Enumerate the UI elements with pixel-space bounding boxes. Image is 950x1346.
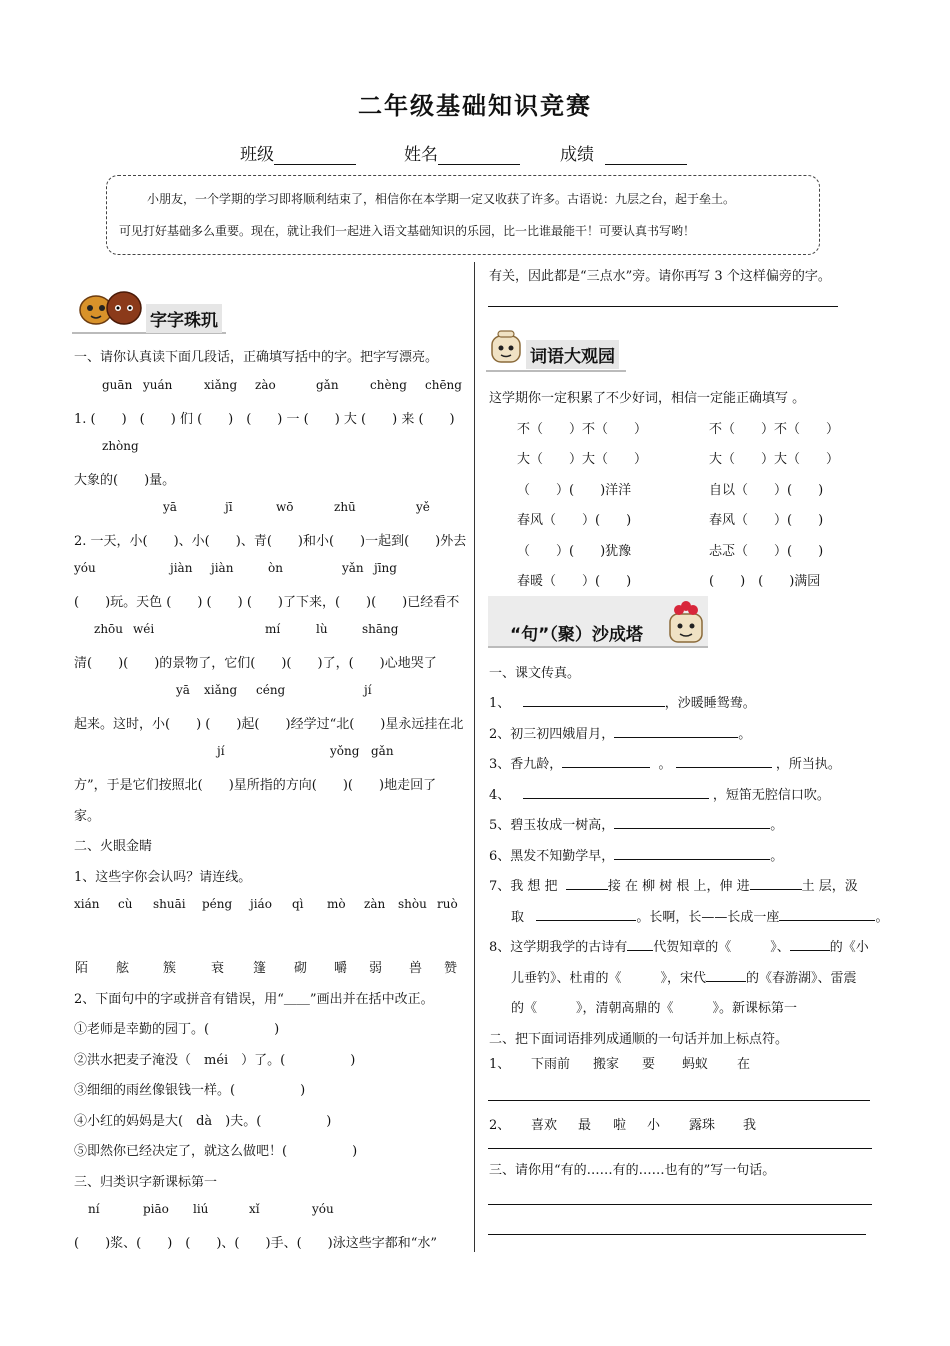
bun-mascot-icon xyxy=(486,328,526,368)
pinyin-item[interactable]: ruò xyxy=(437,897,458,911)
class-label: 班级 xyxy=(240,140,356,165)
word-fill[interactable]: 春风（ ）( ) xyxy=(709,513,824,528)
score-label: 成绩 xyxy=(560,140,687,165)
char-item[interactable]: 兽 xyxy=(409,961,423,976)
section-head-1 xyxy=(72,288,226,334)
word-fill[interactable]: （ ）( )犹豫 xyxy=(517,544,632,559)
pinyin: shāng xyxy=(362,622,399,636)
pinyin: zào xyxy=(255,378,276,392)
char-item[interactable]: 嚼 xyxy=(334,961,348,976)
chestnut-mascot-icon xyxy=(74,288,146,328)
poem-1: 1、 ，沙暖睡鸳鸯。 xyxy=(489,696,756,711)
section-head-3 xyxy=(488,596,708,648)
word-fill[interactable]: 不（ ）不（ ） xyxy=(709,422,840,437)
q3-continued: 有关，因此都是“三点水”旁。请你再写 3 个这样偏旁的字。 xyxy=(489,269,831,284)
intro-line-1: 小朋友，一个学期的学习即将顺利结束了，相信你在本学期一定又收获了许多。古语说：九层之台，起于垒土。 xyxy=(147,192,736,206)
word-token: 蚂蚁 xyxy=(682,1057,709,1072)
pinyin: yě xyxy=(416,500,430,514)
pinyin-item[interactable]: mò xyxy=(327,897,346,911)
poem-8b: 儿垂钓》、杜甫的《 》，宋代 的《春游湖》、雷震 xyxy=(511,971,857,986)
pinyin: zhòng xyxy=(102,439,139,453)
q1-line-2: 大象的( )量。 xyxy=(74,473,176,488)
pinyin-item[interactable]: shuāi xyxy=(153,897,186,911)
q1-line-1: 1. ( ) ( ) 们 ( ) ( ) 一 ( ) 大 ( ) 来 ( ) xyxy=(74,412,455,427)
page-title: 二年级基础知识竞赛 xyxy=(358,91,592,120)
poem-4: 4、 ，短笛无腔信口吹。 xyxy=(489,788,830,803)
word-fill[interactable]: 自以（ ）( ) xyxy=(709,483,824,498)
pinyin: ní xyxy=(88,1202,100,1216)
score-blank[interactable] xyxy=(605,146,687,165)
pinyin: wō xyxy=(276,500,294,514)
pinyin-item[interactable]: jiáo xyxy=(250,897,272,911)
column-divider xyxy=(474,262,475,1252)
poem-2: 2、初三初四娥眉月， 。 xyxy=(489,727,752,742)
blank[interactable] xyxy=(790,938,830,951)
q1-line-3: 2. 一天，小( )、小( )、青( )和小( )一起到( )外去 xyxy=(74,534,467,549)
s3-title: 三、请你用“有的……有的……也有的”写一句话。 xyxy=(489,1163,776,1178)
name-blank[interactable] xyxy=(438,146,520,165)
pinyin: céng xyxy=(256,683,286,697)
pinyin: piāo xyxy=(143,1202,169,1216)
poem-3: 3、香九龄， 。 ，所当执。 xyxy=(489,757,841,772)
blank[interactable] xyxy=(614,847,770,860)
pinyin: zhōu xyxy=(94,622,124,636)
pinyin: xiǎng xyxy=(204,683,238,697)
pinyin: guān xyxy=(102,378,133,392)
poem-8c: 的《 》，清朝高鼎的《 》。新课标第一 xyxy=(511,1001,798,1016)
pinyin: gǎn xyxy=(316,378,339,392)
q1-instruction: 一、请你认真读下面几段话，正确填写括中的字。把字写漂亮。 xyxy=(74,350,439,365)
reorder-1-num: 1、 xyxy=(489,1057,511,1072)
word-token: 我 xyxy=(743,1118,757,1133)
intro-box xyxy=(106,175,820,255)
blank[interactable] xyxy=(676,755,772,768)
q-words-instruction: 这学期你一定积累了不少好词，相信一定能正确填写 。 xyxy=(489,391,806,406)
poem-7: 7、我 想 把 接 在 柳 树 根 上，伸 进 土 层，汲 xyxy=(489,879,858,894)
section-head-2 xyxy=(486,326,626,372)
pinyin: jí xyxy=(217,744,225,758)
error-item-1: ①老师是幸勤的园丁。( ) xyxy=(74,1022,280,1037)
reorder-2-num: 2、 xyxy=(489,1118,511,1133)
blank[interactable] xyxy=(566,877,608,890)
word-token: 啦 xyxy=(613,1118,627,1133)
blank[interactable] xyxy=(562,755,650,768)
word-token: 喜欢 xyxy=(531,1118,558,1133)
word-fill[interactable]: 大（ ）大（ ） xyxy=(517,452,648,467)
char-item[interactable]: 砌 xyxy=(294,961,308,976)
section-title-2: 词语大观园 xyxy=(526,340,619,369)
poem-7b: 取 。长啊，长——长成一座 。 xyxy=(511,910,889,925)
word-fill[interactable]: 不（ ）不（ ） xyxy=(517,422,648,437)
blank[interactable] xyxy=(523,786,709,799)
pinyin: zhū xyxy=(334,500,356,514)
word-token: 搬家 xyxy=(593,1057,620,1072)
q2-title: 二、火眼金睛 xyxy=(74,839,153,854)
pinyin-item[interactable]: xián xyxy=(74,897,100,911)
pinyin: yǒng xyxy=(330,744,360,758)
error-item-3: ③细细的雨丝像银钱一样。( ) xyxy=(74,1083,306,1098)
pinyin: jiàn xyxy=(211,561,234,575)
char-item[interactable]: 簇 xyxy=(163,961,177,976)
q2a-instruction: 1、这些字你会认吗？请连线。 xyxy=(74,870,252,885)
word-token: 下雨前 xyxy=(531,1057,571,1072)
q1-line-5: 清( )( )的景物了，它们( )( )了，( )心地哭了 xyxy=(74,656,437,671)
blank[interactable] xyxy=(536,908,636,921)
pinyin: xiǎng xyxy=(204,378,238,392)
pinyin: yóu xyxy=(312,1202,334,1216)
word-fill[interactable]: 忐忑（ ）( ) xyxy=(709,544,824,559)
char-item[interactable]: 衰 xyxy=(211,961,225,976)
pinyin: jīng xyxy=(374,561,397,575)
pinyin: gǎn xyxy=(371,744,394,758)
pinyin: xǐ xyxy=(249,1202,260,1216)
pinyin: yǎn xyxy=(342,561,364,575)
name-label: 姓名 xyxy=(404,140,520,165)
q1-line-8: 家。 xyxy=(74,809,101,824)
pinyin: yā xyxy=(176,683,190,697)
pinyin-item[interactable]: zàn xyxy=(364,897,386,911)
answer-line[interactable] xyxy=(488,1100,870,1101)
blank[interactable] xyxy=(750,877,802,890)
pinyin: mí xyxy=(265,622,281,636)
word-token: 最 xyxy=(578,1118,592,1133)
word-fill[interactable]: 大（ ）大（ ） xyxy=(709,452,840,467)
error-item-4: ④小红的妈妈是大( dà )夫。( ) xyxy=(74,1114,332,1129)
poem-8: 8、这学期我学的古诗有 代贺知章的《 》、 的《小 xyxy=(489,940,869,955)
word-token: 要 xyxy=(642,1057,656,1072)
error-item-5: ⑤即然你已经决定了，就这么做吧！( ) xyxy=(74,1144,358,1159)
word-token: 露珠 xyxy=(689,1118,716,1133)
intro-line-2: 可见打好基础多么重要。现在，就让我们一起进入语文基础知识的乐园，比一比谁最能干！可要认真书写哟！ xyxy=(119,224,696,238)
s1-title: 一、课文传真。 xyxy=(489,666,581,681)
word-token: 小 xyxy=(647,1118,661,1133)
answer-line[interactable] xyxy=(488,1204,872,1205)
class-blank[interactable] xyxy=(274,146,356,165)
char-item[interactable]: 篷 xyxy=(253,961,267,976)
answer-line[interactable] xyxy=(488,306,838,307)
word-fill[interactable]: ( ) ( )满园 xyxy=(709,574,821,589)
answer-line[interactable] xyxy=(488,1148,872,1149)
q2b-instruction: 2、下面句中的字或拼音有错误，用“＿＿”画出并在括中改正。 xyxy=(74,992,434,1007)
word-fill[interactable]: （ ）( )洋洋 xyxy=(517,483,632,498)
q1-line-4: ( )玩。天色 ( ) ( ) ( )了下来，( )( )已经看不 xyxy=(74,595,460,610)
blank[interactable] xyxy=(614,725,738,738)
word-token: 在 xyxy=(737,1057,751,1072)
pinyin: jiàn xyxy=(170,561,193,575)
q1-line-7: 方”，于是它们按照北( )星所指的方向( )( )地走回了 xyxy=(74,778,437,793)
pinyin: yóu xyxy=(74,561,96,575)
pinyin: yuán xyxy=(143,378,173,392)
pinyin: liú xyxy=(193,1202,209,1216)
pinyin-item[interactable]: shòu xyxy=(398,897,427,911)
pinyin-item[interactable]: qì xyxy=(292,897,304,911)
error-item-2: ②洪水把麦子淹没（ méi ）了。( ) xyxy=(74,1053,356,1068)
char-item[interactable]: 赞 xyxy=(444,961,458,976)
blank[interactable] xyxy=(627,938,653,951)
blank[interactable] xyxy=(706,969,746,982)
answer-line[interactable] xyxy=(488,1234,866,1235)
word-fill[interactable]: 春暖（ ）( ) xyxy=(517,574,632,589)
section-title-1: 字字珠玑 xyxy=(146,304,222,333)
pinyin: yā xyxy=(163,500,177,514)
poem-6: 6、黑发不知勤学早， 。 xyxy=(489,849,784,864)
char-item[interactable]: 陌 xyxy=(75,961,89,976)
pinyin: òn xyxy=(268,561,283,575)
char-item[interactable]: 弱 xyxy=(369,961,383,976)
q3-title: 三、归类识字新课标第一 xyxy=(74,1175,218,1190)
pinyin-item[interactable]: péng xyxy=(202,897,233,911)
poem-5: 5、碧玉妆成一树高， 。 xyxy=(489,818,784,833)
pinyin: lù xyxy=(316,622,328,636)
q3-line: ( )浆、( ) ( )、( )手、( )泳这些字都和“水” xyxy=(74,1236,438,1251)
blank[interactable] xyxy=(779,908,875,921)
word-fill[interactable]: 春风（ ）( ) xyxy=(517,513,632,528)
pinyin: chēng xyxy=(425,378,462,392)
s2-title: 二、把下面词语排列成通顺的一句话并加上标点符。 xyxy=(489,1032,789,1047)
pinyin-item[interactable]: cù xyxy=(118,897,133,911)
pinyin: jī xyxy=(225,500,233,514)
cake-mascot-icon xyxy=(664,598,708,646)
section-title-3: “句”（聚）沙成塔 xyxy=(510,625,643,645)
pinyin: wéi xyxy=(133,622,155,636)
blank[interactable] xyxy=(614,816,770,829)
q1-line-6: 起来。这时，小( ) ( )起( )经学过“北( )星永远挂在北 xyxy=(74,717,464,732)
pinyin: jí xyxy=(364,683,372,697)
pinyin: chèng xyxy=(370,378,407,392)
blank[interactable] xyxy=(523,694,665,707)
char-item[interactable]: 舷 xyxy=(116,961,130,976)
